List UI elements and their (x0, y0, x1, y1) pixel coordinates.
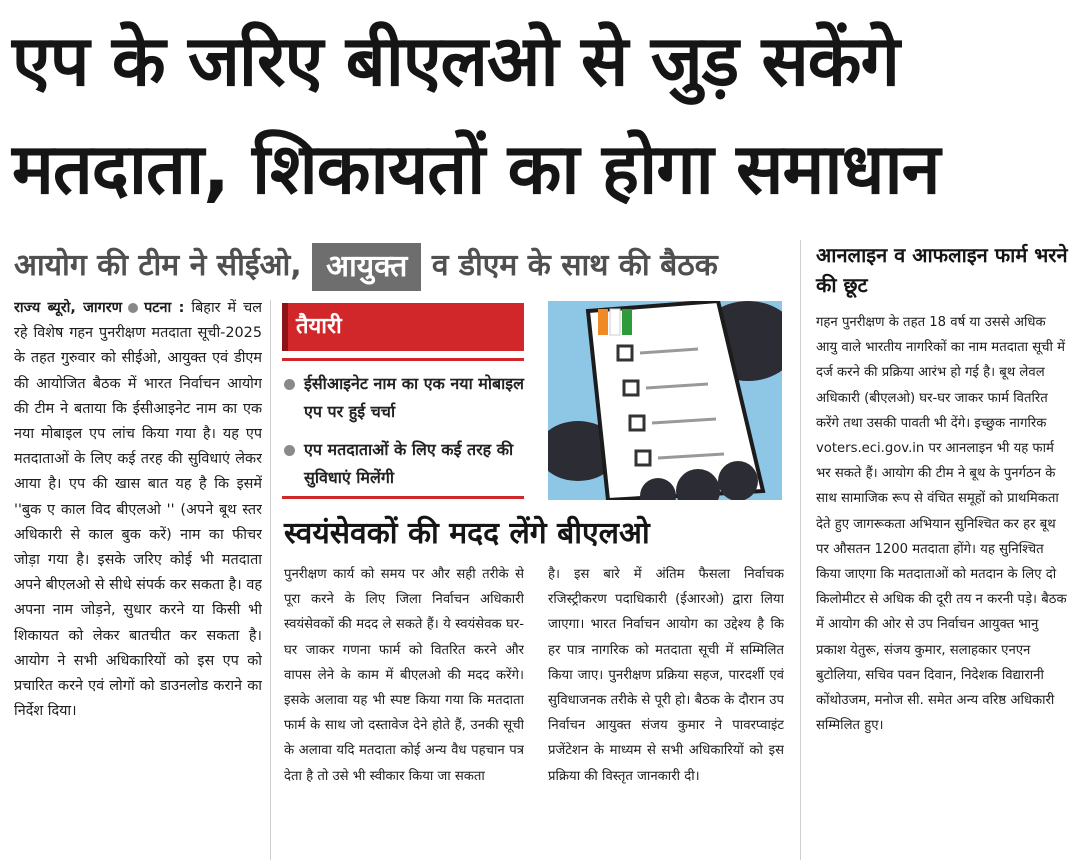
prep-item-text: एप मतदाताओं के लिए कई तरह की सुविधाएं मिलेंगी (304, 440, 514, 487)
subheadline (14, 236, 794, 296)
dateline: पटना : (144, 300, 185, 316)
right-heading: आनलाइन व आफलाइन फार्म भरने की छूट (816, 243, 1068, 297)
prep-item (284, 370, 524, 426)
middle-heading: स्वयंसेवकों की मदद लेंगे बीएलओ (284, 516, 650, 551)
middle-column-1: पुनरीक्षण कार्य को समय पर और सही तरीके से पूरा करने के लिए जिला निर्वाचन अधिकारी स्वयंसेवकों की मदद ले सकते हैं। ये स्वयंसेवक घर-घर जाकर गणना फार्म को वितरित करने और वापस लेने के काम में बीएलओ की मदद करेंगे। इसके अलावा यह भी स्पष्ट किया गया कि मतदाता फार्म के साथ जो दस्तावेज देने होते हैं, उनकी सूची के अलावा यदि मतदाता कोई अन्य वैध पहचान पत्र देता है तो उसे भी स्वीकार किया जा सकता (284, 567, 524, 784)
prep-rule-top (282, 358, 524, 361)
left-column-body: बिहार में चल रहे विशेष गहन पुनरीक्षण मतदाता सूची-2025 के तहत गुरुवार को सीईओ, आयुक्त एवं डीएम की आयोजित बैठक में भारत निर्वाचन आयोग की टीम ने बताया कि ईसीआइनेट नाम का एक नया मोबाइल एप लांच किया गया है। यह एप मतदाताओं के लिए कई तरह की सुविधाएं लेकर आया है। एप की खास बात यह है कि इसमें ''बुक ए काल विद बीएलओ '' (अपने बूथ स्तर अधिकारी से काल बुक करें) नाम का फीचर जोड़ा गया है। इसके जरिए कोई भी मतदाता अपने बीएलओ से सीधे संपर्क कर सकता है। वह अपना नाम जोड़ने, सुधार करने या किसी भी शिकायत को लेकर बातचीत कर सकता है। आयोग ने सभी अधिकारियों को इस एप को प्रचारित करने एवं लोगों को डाउनलोड कराने का निर्देश दिया। (14, 300, 262, 720)
prep-item-text: ईसीआइनेट नाम का एक नया मोबाइल एप पर हुई चर्चा (304, 374, 524, 421)
prep-rule-bottom (282, 496, 524, 499)
column-divider (800, 240, 801, 860)
subheadline-after: व डीएम के साथ की बैठक (431, 248, 718, 283)
column-divider (270, 300, 271, 860)
prep-item (284, 436, 524, 492)
bullet-icon (284, 445, 295, 456)
bullet-separator-icon (128, 303, 138, 313)
headline-line-1: एप के जरिए बीएलओ से जुड़ सकेंगे (12, 20, 899, 102)
illustration (548, 301, 782, 500)
left-column (14, 296, 262, 862)
subheadline-before: आयोग की टीम ने सीईओ, (14, 248, 302, 283)
subheadline-highlight: आयुक्त (312, 243, 421, 291)
right-column-body: गहन पुनरीक्षण के तहत 18 वर्ष या उससे अधिक आयु वाले भारतीय नागरिकों का नाम मतदाता सूची में दर्ज करने की प्रक्रिया आरंभ हो गई है। बूथ लेवल अधिकारी (बीएलओ) घर-घर जाकर फार्म वितरित करेंगे तथा उसकी पावती भी देंगे। इच्छुक नागरिक voters.eci.gov.in पर आनलाइन भी यह फार्म भर सकते हैं। आयोग की टीम ने बूथ के पुनर्गठन के साथ सामाजिक रूप से वंचित समूहों को प्राथमिकता देते हुए जागरूकता अभियान सुनिश्चित कर हर बूथ पर औसतन 1200 मतदाता होंगे। यह सुनिश्चित किया जाएगा कि मतदाताओं को मतदान के लिए दो किलोमीटर से अधिक की दूरी तय न करनी पड़े। बैठक में आयोग की ओर से उप निर्वाचन आयुक्त भानु प्रकाश येतुरू, संजय कुमार, सलाहकार एनएन बुटोलिया, सचिव पवन दिवान, निदेशक विद्यारानी कोंथोउजम, मनोज सी. समेत अन्य वरिष्ठ अधिकारी सम्मिलित हुए। (816, 315, 1067, 734)
prep-label: तैयारी (282, 303, 524, 351)
bullet-icon (284, 379, 295, 390)
middle-column-2: है। इस बारे में अंतिम फैसला निर्वाचक रजिस्ट्रीकरण पदाधिकारी (ईआरओ) द्वारा लिया जाएगा। भारत निर्वाचन आयोग का उद्देश्य है कि हर पात्र नागरिक को मतदाता सूची में सम्मिलित किया जाए। पुनरीक्षण प्रक्रिया सहज, पारदर्शी एवं सुविधाजनक तरीके से पूरी हो। बैठक के दौरान उप निर्वाचन आयुक्त संजय कुमार ने पावरप्वाइंट प्रजेंटेशन के माध्यम से सभी अधिकारियों को इस प्रक्रिया की विस्तृत जानकारी दी। (548, 567, 784, 784)
headline-line-2: मतदाता, शिकायतों का होगा समाधान (12, 128, 940, 210)
byline: राज्य ब्यूरो, जागरण (14, 300, 123, 316)
voting-form-illustration-icon (548, 301, 782, 500)
